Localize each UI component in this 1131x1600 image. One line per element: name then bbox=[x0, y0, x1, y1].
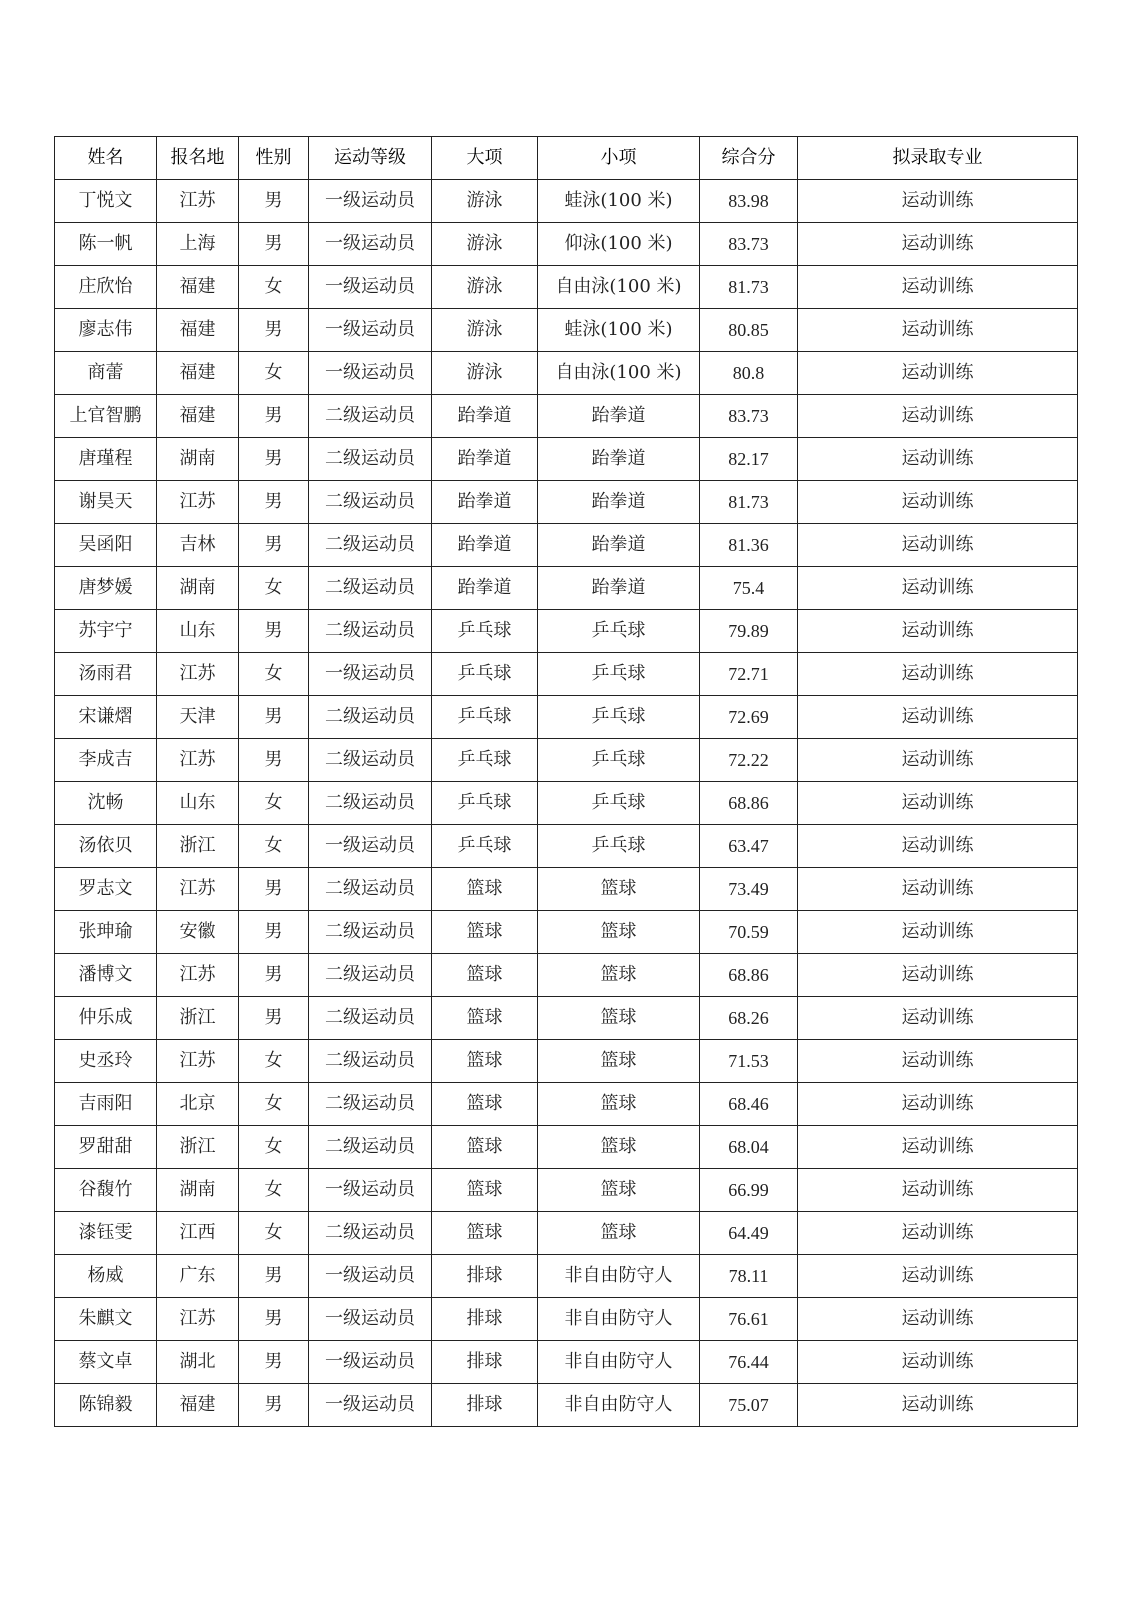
header-major: 拟录取专业 bbox=[798, 137, 1078, 180]
cell-region: 浙江 bbox=[157, 825, 239, 868]
cell-sub-event: 非自由防守人 bbox=[538, 1341, 700, 1384]
header-gender: 性别 bbox=[239, 137, 309, 180]
cell-major: 运动训练 bbox=[798, 911, 1078, 954]
cell-region: 福建 bbox=[157, 1384, 239, 1427]
cell-sub-event: 篮球 bbox=[538, 1212, 700, 1255]
cell-score: 83.73 bbox=[700, 395, 798, 438]
cell-level: 二级运动员 bbox=[309, 997, 432, 1040]
cell-major-event: 排球 bbox=[432, 1341, 538, 1384]
cell-score: 63.47 bbox=[700, 825, 798, 868]
cell-score: 75.4 bbox=[700, 567, 798, 610]
cell-score: 83.98 bbox=[700, 180, 798, 223]
cell-score: 81.36 bbox=[700, 524, 798, 567]
cell-major: 运动训练 bbox=[798, 567, 1078, 610]
cell-name: 苏宇宁 bbox=[55, 610, 157, 653]
cell-level: 二级运动员 bbox=[309, 739, 432, 782]
cell-name: 上官智鹏 bbox=[55, 395, 157, 438]
cell-score: 68.04 bbox=[700, 1126, 798, 1169]
table-row bbox=[55, 352, 1078, 395]
cell-major: 运动训练 bbox=[798, 1384, 1078, 1427]
cell-sub-event: 篮球 bbox=[538, 1040, 700, 1083]
cell-major-event: 乒乓球 bbox=[432, 653, 538, 696]
cell-sub-event: 篮球 bbox=[538, 911, 700, 954]
cell-major-event: 篮球 bbox=[432, 1040, 538, 1083]
cell-region: 江苏 bbox=[157, 481, 239, 524]
cell-sub-event: 蛙泳(100 米) bbox=[538, 309, 700, 352]
cell-level: 二级运动员 bbox=[309, 567, 432, 610]
cell-major: 运动训练 bbox=[798, 739, 1078, 782]
table-row bbox=[55, 696, 1078, 739]
cell-name: 罗甜甜 bbox=[55, 1126, 157, 1169]
cell-level: 二级运动员 bbox=[309, 1040, 432, 1083]
cell-level: 二级运动员 bbox=[309, 696, 432, 739]
cell-level: 二级运动员 bbox=[309, 481, 432, 524]
cell-sub-event: 乒乓球 bbox=[538, 696, 700, 739]
cell-name: 沈畅 bbox=[55, 782, 157, 825]
cell-name: 谢昊天 bbox=[55, 481, 157, 524]
cell-gender: 男 bbox=[239, 911, 309, 954]
cell-major: 运动训练 bbox=[798, 309, 1078, 352]
cell-sub-event: 乒乓球 bbox=[538, 610, 700, 653]
cell-name: 廖志伟 bbox=[55, 309, 157, 352]
cell-major-event: 乒乓球 bbox=[432, 610, 538, 653]
cell-region: 江苏 bbox=[157, 739, 239, 782]
header-region: 报名地 bbox=[157, 137, 239, 180]
cell-major: 运动训练 bbox=[798, 1212, 1078, 1255]
cell-score: 72.22 bbox=[700, 739, 798, 782]
cell-major-event: 篮球 bbox=[432, 911, 538, 954]
cell-sub-event: 跆拳道 bbox=[538, 481, 700, 524]
cell-sub-event: 蛙泳(100 米) bbox=[538, 180, 700, 223]
table-row bbox=[55, 653, 1078, 696]
cell-score: 72.69 bbox=[700, 696, 798, 739]
cell-sub-event: 篮球 bbox=[538, 1126, 700, 1169]
cell-major: 运动训练 bbox=[798, 1255, 1078, 1298]
cell-major-event: 游泳 bbox=[432, 223, 538, 266]
cell-level: 一级运动员 bbox=[309, 180, 432, 223]
cell-region: 湖南 bbox=[157, 1169, 239, 1212]
cell-gender: 男 bbox=[239, 524, 309, 567]
cell-name: 汤雨君 bbox=[55, 653, 157, 696]
cell-major-event: 跆拳道 bbox=[432, 438, 538, 481]
cell-level: 一级运动员 bbox=[309, 309, 432, 352]
cell-level: 一级运动员 bbox=[309, 1341, 432, 1384]
cell-level: 二级运动员 bbox=[309, 610, 432, 653]
table-row bbox=[55, 997, 1078, 1040]
cell-score: 68.26 bbox=[700, 997, 798, 1040]
cell-region: 福建 bbox=[157, 266, 239, 309]
cell-score: 81.73 bbox=[700, 266, 798, 309]
cell-gender: 女 bbox=[239, 266, 309, 309]
cell-region: 湖南 bbox=[157, 567, 239, 610]
table-row bbox=[55, 309, 1078, 352]
cell-name: 庄欣怡 bbox=[55, 266, 157, 309]
cell-score: 80.85 bbox=[700, 309, 798, 352]
cell-major-event: 游泳 bbox=[432, 180, 538, 223]
cell-major-event: 游泳 bbox=[432, 309, 538, 352]
cell-score: 68.86 bbox=[700, 782, 798, 825]
cell-name: 陈一帆 bbox=[55, 223, 157, 266]
cell-major: 运动训练 bbox=[798, 1341, 1078, 1384]
cell-level: 二级运动员 bbox=[309, 395, 432, 438]
cell-level: 一级运动员 bbox=[309, 1169, 432, 1212]
cell-name: 李成吉 bbox=[55, 739, 157, 782]
table-row bbox=[55, 395, 1078, 438]
cell-score: 81.73 bbox=[700, 481, 798, 524]
cell-major: 运动训练 bbox=[798, 352, 1078, 395]
cell-major-event: 篮球 bbox=[432, 1212, 538, 1255]
table-row bbox=[55, 868, 1078, 911]
table-row bbox=[55, 739, 1078, 782]
table-row bbox=[55, 1212, 1078, 1255]
table-row bbox=[55, 1341, 1078, 1384]
cell-major: 运动训练 bbox=[798, 997, 1078, 1040]
cell-major-event: 跆拳道 bbox=[432, 395, 538, 438]
cell-major: 运动训练 bbox=[798, 610, 1078, 653]
cell-sub-event: 跆拳道 bbox=[538, 524, 700, 567]
cell-gender: 男 bbox=[239, 180, 309, 223]
admission-table bbox=[54, 136, 1078, 1427]
cell-level: 一级运动员 bbox=[309, 1298, 432, 1341]
table-row bbox=[55, 266, 1078, 309]
cell-gender: 男 bbox=[239, 438, 309, 481]
cell-gender: 男 bbox=[239, 1341, 309, 1384]
cell-region: 广东 bbox=[157, 1255, 239, 1298]
cell-region: 福建 bbox=[157, 309, 239, 352]
cell-name: 丁悦文 bbox=[55, 180, 157, 223]
cell-score: 80.8 bbox=[700, 352, 798, 395]
cell-level: 二级运动员 bbox=[309, 1126, 432, 1169]
cell-score: 68.46 bbox=[700, 1083, 798, 1126]
cell-major-event: 篮球 bbox=[432, 954, 538, 997]
cell-region: 山东 bbox=[157, 782, 239, 825]
cell-major-event: 篮球 bbox=[432, 1169, 538, 1212]
cell-name: 罗志文 bbox=[55, 868, 157, 911]
cell-major: 运动训练 bbox=[798, 1083, 1078, 1126]
cell-major-event: 篮球 bbox=[432, 997, 538, 1040]
cell-name: 商蕾 bbox=[55, 352, 157, 395]
cell-level: 二级运动员 bbox=[309, 1083, 432, 1126]
cell-gender: 女 bbox=[239, 1126, 309, 1169]
cell-score: 72.71 bbox=[700, 653, 798, 696]
cell-gender: 男 bbox=[239, 395, 309, 438]
cell-name: 仲乐成 bbox=[55, 997, 157, 1040]
cell-level: 二级运动员 bbox=[309, 782, 432, 825]
header-name: 姓名 bbox=[55, 137, 157, 180]
cell-sub-event: 非自由防守人 bbox=[538, 1384, 700, 1427]
table-row bbox=[55, 1298, 1078, 1341]
cell-major-event: 排球 bbox=[432, 1298, 538, 1341]
cell-level: 二级运动员 bbox=[309, 438, 432, 481]
cell-sub-event: 非自由防守人 bbox=[538, 1298, 700, 1341]
table-row bbox=[55, 524, 1078, 567]
cell-region: 江西 bbox=[157, 1212, 239, 1255]
cell-sub-event: 跆拳道 bbox=[538, 567, 700, 610]
cell-sub-event: 乒乓球 bbox=[538, 739, 700, 782]
table-row bbox=[55, 1384, 1078, 1427]
cell-gender: 女 bbox=[239, 653, 309, 696]
cell-major: 运动训练 bbox=[798, 524, 1078, 567]
table-row bbox=[55, 782, 1078, 825]
cell-major-event: 游泳 bbox=[432, 352, 538, 395]
cell-sub-event: 篮球 bbox=[538, 1169, 700, 1212]
cell-gender: 男 bbox=[239, 997, 309, 1040]
cell-gender: 男 bbox=[239, 1298, 309, 1341]
cell-major: 运动训练 bbox=[798, 782, 1078, 825]
table-row bbox=[55, 567, 1078, 610]
cell-sub-event: 跆拳道 bbox=[538, 395, 700, 438]
header-row bbox=[55, 137, 1078, 180]
table-row bbox=[55, 1169, 1078, 1212]
cell-level: 二级运动员 bbox=[309, 868, 432, 911]
cell-score: 66.99 bbox=[700, 1169, 798, 1212]
cell-major: 运动训练 bbox=[798, 868, 1078, 911]
cell-region: 北京 bbox=[157, 1083, 239, 1126]
cell-region: 山东 bbox=[157, 610, 239, 653]
cell-name: 唐梦媛 bbox=[55, 567, 157, 610]
cell-region: 江苏 bbox=[157, 180, 239, 223]
cell-major-event: 游泳 bbox=[432, 266, 538, 309]
cell-level: 一级运动员 bbox=[309, 653, 432, 696]
cell-gender: 女 bbox=[239, 352, 309, 395]
cell-major: 运动训练 bbox=[798, 1126, 1078, 1169]
cell-gender: 男 bbox=[239, 1384, 309, 1427]
cell-score: 75.07 bbox=[700, 1384, 798, 1427]
cell-major-event: 乒乓球 bbox=[432, 782, 538, 825]
table-row bbox=[55, 825, 1078, 868]
cell-score: 71.53 bbox=[700, 1040, 798, 1083]
table-body bbox=[55, 180, 1078, 1427]
cell-score: 70.59 bbox=[700, 911, 798, 954]
header-level: 运动等级 bbox=[309, 137, 432, 180]
cell-major: 运动训练 bbox=[798, 481, 1078, 524]
table-row bbox=[55, 1083, 1078, 1126]
cell-sub-event: 篮球 bbox=[538, 997, 700, 1040]
cell-level: 一级运动员 bbox=[309, 352, 432, 395]
cell-major-event: 乒乓球 bbox=[432, 825, 538, 868]
cell-region: 江苏 bbox=[157, 954, 239, 997]
cell-name: 潘博文 bbox=[55, 954, 157, 997]
cell-level: 一级运动员 bbox=[309, 223, 432, 266]
cell-gender: 女 bbox=[239, 567, 309, 610]
cell-sub-event: 自由泳(100 米) bbox=[538, 352, 700, 395]
cell-sub-event: 乒乓球 bbox=[538, 782, 700, 825]
cell-sub-event: 篮球 bbox=[538, 954, 700, 997]
cell-major-event: 跆拳道 bbox=[432, 567, 538, 610]
cell-name: 汤依贝 bbox=[55, 825, 157, 868]
table-row bbox=[55, 180, 1078, 223]
cell-sub-event: 篮球 bbox=[538, 868, 700, 911]
cell-region: 江苏 bbox=[157, 868, 239, 911]
cell-gender: 男 bbox=[239, 481, 309, 524]
cell-level: 二级运动员 bbox=[309, 524, 432, 567]
cell-region: 江苏 bbox=[157, 1040, 239, 1083]
cell-major: 运动训练 bbox=[798, 180, 1078, 223]
cell-gender: 女 bbox=[239, 782, 309, 825]
cell-major-event: 篮球 bbox=[432, 1083, 538, 1126]
cell-score: 76.61 bbox=[700, 1298, 798, 1341]
cell-level: 一级运动员 bbox=[309, 266, 432, 309]
cell-name: 吴函阳 bbox=[55, 524, 157, 567]
cell-region: 湖北 bbox=[157, 1341, 239, 1384]
cell-major-event: 跆拳道 bbox=[432, 524, 538, 567]
cell-score: 82.17 bbox=[700, 438, 798, 481]
cell-region: 浙江 bbox=[157, 997, 239, 1040]
cell-gender: 男 bbox=[239, 868, 309, 911]
cell-score: 78.11 bbox=[700, 1255, 798, 1298]
cell-score: 76.44 bbox=[700, 1341, 798, 1384]
cell-gender: 男 bbox=[239, 954, 309, 997]
table-row bbox=[55, 1255, 1078, 1298]
cell-major: 运动训练 bbox=[798, 653, 1078, 696]
cell-name: 吉雨阳 bbox=[55, 1083, 157, 1126]
cell-major: 运动训练 bbox=[798, 1169, 1078, 1212]
cell-gender: 女 bbox=[239, 825, 309, 868]
cell-name: 漆钰雯 bbox=[55, 1212, 157, 1255]
cell-major-event: 跆拳道 bbox=[432, 481, 538, 524]
cell-level: 二级运动员 bbox=[309, 954, 432, 997]
cell-name: 唐瑾程 bbox=[55, 438, 157, 481]
cell-region: 上海 bbox=[157, 223, 239, 266]
cell-major: 运动训练 bbox=[798, 266, 1078, 309]
cell-region: 湖南 bbox=[157, 438, 239, 481]
cell-score: 64.49 bbox=[700, 1212, 798, 1255]
cell-major-event: 篮球 bbox=[432, 1126, 538, 1169]
cell-name: 朱麒文 bbox=[55, 1298, 157, 1341]
cell-major-event: 乒乓球 bbox=[432, 739, 538, 782]
cell-gender: 女 bbox=[239, 1083, 309, 1126]
cell-sub-event: 篮球 bbox=[538, 1083, 700, 1126]
cell-major-event: 排球 bbox=[432, 1255, 538, 1298]
cell-gender: 女 bbox=[239, 1212, 309, 1255]
cell-sub-event: 乒乓球 bbox=[538, 825, 700, 868]
cell-major: 运动训练 bbox=[798, 1040, 1078, 1083]
cell-region: 浙江 bbox=[157, 1126, 239, 1169]
cell-sub-event: 乒乓球 bbox=[538, 653, 700, 696]
cell-major: 运动训练 bbox=[798, 223, 1078, 266]
cell-major-event: 乒乓球 bbox=[432, 696, 538, 739]
cell-major-event: 篮球 bbox=[432, 868, 538, 911]
cell-major: 运动训练 bbox=[798, 954, 1078, 997]
table-row bbox=[55, 911, 1078, 954]
cell-gender: 男 bbox=[239, 610, 309, 653]
cell-name: 张珅瑜 bbox=[55, 911, 157, 954]
cell-gender: 男 bbox=[239, 739, 309, 782]
cell-name: 杨威 bbox=[55, 1255, 157, 1298]
cell-major: 运动训练 bbox=[798, 438, 1078, 481]
cell-level: 一级运动员 bbox=[309, 1384, 432, 1427]
table-row bbox=[55, 1040, 1078, 1083]
cell-gender: 男 bbox=[239, 1255, 309, 1298]
table-row bbox=[55, 438, 1078, 481]
header-major-event: 大项 bbox=[432, 137, 538, 180]
cell-region: 江苏 bbox=[157, 653, 239, 696]
cell-gender: 男 bbox=[239, 696, 309, 739]
cell-score: 83.73 bbox=[700, 223, 798, 266]
cell-major-event: 排球 bbox=[432, 1384, 538, 1427]
cell-name: 蔡文卓 bbox=[55, 1341, 157, 1384]
cell-sub-event: 跆拳道 bbox=[538, 438, 700, 481]
cell-major: 运动训练 bbox=[798, 1298, 1078, 1341]
cell-sub-event: 自由泳(100 米) bbox=[538, 266, 700, 309]
cell-name: 史丞玲 bbox=[55, 1040, 157, 1083]
header-score: 综合分 bbox=[700, 137, 798, 180]
cell-score: 79.89 bbox=[700, 610, 798, 653]
header-sub-event: 小项 bbox=[538, 137, 700, 180]
cell-major: 运动训练 bbox=[798, 395, 1078, 438]
cell-name: 谷馥竹 bbox=[55, 1169, 157, 1212]
cell-score: 68.86 bbox=[700, 954, 798, 997]
table-row bbox=[55, 223, 1078, 266]
cell-region: 吉林 bbox=[157, 524, 239, 567]
cell-region: 江苏 bbox=[157, 1298, 239, 1341]
cell-level: 二级运动员 bbox=[309, 1212, 432, 1255]
table-row bbox=[55, 610, 1078, 653]
cell-major: 运动训练 bbox=[798, 696, 1078, 739]
cell-gender: 男 bbox=[239, 223, 309, 266]
cell-sub-event: 仰泳(100 米) bbox=[538, 223, 700, 266]
cell-score: 73.49 bbox=[700, 868, 798, 911]
cell-gender: 男 bbox=[239, 309, 309, 352]
cell-gender: 女 bbox=[239, 1169, 309, 1212]
table-header bbox=[55, 137, 1078, 180]
table-row bbox=[55, 481, 1078, 524]
cell-major: 运动训练 bbox=[798, 825, 1078, 868]
cell-gender: 女 bbox=[239, 1040, 309, 1083]
cell-region: 福建 bbox=[157, 352, 239, 395]
cell-level: 一级运动员 bbox=[309, 825, 432, 868]
table-row bbox=[55, 1126, 1078, 1169]
cell-region: 天津 bbox=[157, 696, 239, 739]
cell-level: 二级运动员 bbox=[309, 911, 432, 954]
cell-name: 宋谦熠 bbox=[55, 696, 157, 739]
cell-name: 陈锦毅 bbox=[55, 1384, 157, 1427]
cell-sub-event: 非自由防守人 bbox=[538, 1255, 700, 1298]
cell-level: 一级运动员 bbox=[309, 1255, 432, 1298]
cell-region: 福建 bbox=[157, 395, 239, 438]
cell-region: 安徽 bbox=[157, 911, 239, 954]
table-row bbox=[55, 954, 1078, 997]
